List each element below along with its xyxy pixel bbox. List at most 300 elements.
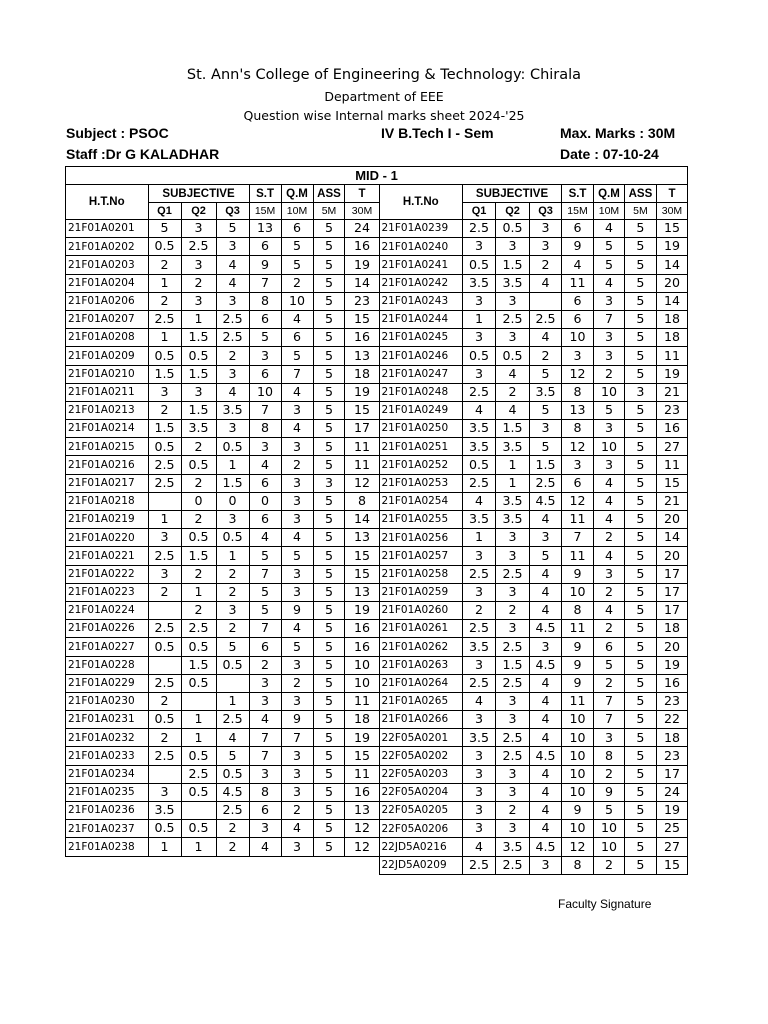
right-htno-cell: 21F01A0245 — [379, 329, 463, 347]
col-ass-max-right: 5M — [624, 203, 656, 220]
right-ass-cell: 5 — [624, 529, 656, 547]
left-q2-cell: 1 — [181, 310, 216, 328]
left-qm-cell: 4 — [281, 620, 313, 638]
right-htno-cell: 21F01A0244 — [379, 310, 463, 328]
left-q2-cell: 2 — [181, 511, 216, 529]
table-row — [66, 765, 688, 783]
left-st-cell: 0 — [249, 492, 281, 510]
right-q2-cell: 1.5 — [496, 420, 530, 438]
left-q2-cell: 3 — [181, 220, 216, 238]
left-st-cell: 3 — [249, 765, 281, 783]
right-total-cell: 15 — [656, 220, 687, 238]
right-total-cell: 17 — [656, 583, 687, 601]
right-ass-cell: 5 — [624, 765, 656, 783]
left-q3-cell: 0.5 — [216, 656, 249, 674]
left-htno-cell: 21F01A0210 — [66, 365, 149, 383]
left-total-cell: 11 — [345, 765, 379, 783]
right-q3-cell: 2 — [530, 256, 562, 274]
right-q2-cell: 1.5 — [496, 656, 530, 674]
right-qm-cell: 2 — [594, 856, 625, 874]
right-q3-cell: 4 — [530, 674, 562, 692]
table-row — [66, 474, 688, 492]
col-q2-left: Q2 — [181, 203, 216, 220]
right-q2-cell: 0.5 — [496, 347, 530, 365]
col-subjective-left: SUBJECTIVE — [148, 185, 249, 203]
left-total-cell: 11 — [345, 438, 379, 456]
right-htno-cell: 21F01A0265 — [379, 692, 463, 710]
right-qm-cell: 5 — [594, 256, 625, 274]
left-q3-cell: 2 — [216, 620, 249, 638]
college-name: St. Ann's College of Engineering & Technology: Chirala — [186, 67, 582, 83]
right-ass-cell: 5 — [624, 711, 656, 729]
left-q1-cell: 2.5 — [148, 456, 181, 474]
right-htno-cell: 21F01A0242 — [379, 274, 463, 292]
right-total-cell: 23 — [656, 401, 687, 419]
right-qm-cell: 8 — [594, 747, 625, 765]
table-row — [66, 438, 688, 456]
right-q1-cell: 0.5 — [463, 456, 496, 474]
right-ass-cell: 5 — [624, 856, 656, 874]
left-ass-cell: 5 — [313, 692, 345, 710]
right-total-cell: 19 — [656, 802, 687, 820]
left-st-cell: 3 — [249, 347, 281, 365]
right-st-cell: 11 — [562, 274, 594, 292]
right-q1-cell: 4 — [463, 692, 496, 710]
right-q3-cell: 4 — [530, 820, 562, 838]
left-htno-cell: 21F01A0232 — [66, 729, 149, 747]
left-qm-cell: 5 — [281, 347, 313, 365]
right-total-cell: 17 — [656, 565, 687, 583]
left-st-cell: 2 — [249, 656, 281, 674]
left-q2-cell: 1.5 — [181, 401, 216, 419]
table-row — [66, 802, 688, 820]
right-ass-cell: 5 — [624, 583, 656, 601]
left-ass-cell: 5 — [313, 601, 345, 619]
left-htno-cell: 21F01A0221 — [66, 547, 149, 565]
right-q1-cell: 2.5 — [463, 565, 496, 583]
right-q2-cell: 3 — [496, 529, 530, 547]
left-ass-cell: 3 — [313, 474, 345, 492]
left-ass-cell: 5 — [313, 456, 345, 474]
right-q1-cell: 3.5 — [463, 274, 496, 292]
right-total-cell: 23 — [656, 747, 687, 765]
left-q1-cell: 2.5 — [148, 747, 181, 765]
left-qm-cell: 4 — [281, 383, 313, 401]
left-q1-cell: 1 — [148, 274, 181, 292]
right-q2-cell: 2.5 — [496, 729, 530, 747]
right-qm-cell: 2 — [594, 583, 625, 601]
right-total-cell: 11 — [656, 456, 687, 474]
right-q3-cell: 2.5 — [530, 474, 562, 492]
left-q1-cell — [148, 765, 181, 783]
right-qm-cell: 4 — [594, 474, 625, 492]
right-htno-cell: 21F01A0249 — [379, 401, 463, 419]
left-q2-cell: 1.5 — [181, 365, 216, 383]
left-q2-cell: 2.5 — [181, 765, 216, 783]
table-row — [66, 711, 688, 729]
right-ass-cell: 5 — [624, 511, 656, 529]
left-ass-cell: 5 — [313, 529, 345, 547]
left-total-cell: 18 — [345, 711, 379, 729]
left-q1-cell: 3 — [148, 565, 181, 583]
left-st-cell: 3 — [249, 820, 281, 838]
right-q2-cell: 0.5 — [496, 220, 530, 238]
left-q1-cell: 2 — [148, 292, 181, 310]
left-htno-cell: 21F01A0213 — [66, 401, 149, 419]
right-total-cell: 25 — [656, 820, 687, 838]
right-qm-cell: 7 — [594, 310, 625, 328]
left-st-cell: 4 — [249, 456, 281, 474]
left-qm-cell: 2 — [281, 802, 313, 820]
right-qm-cell: 5 — [594, 401, 625, 419]
left-st-cell: 7 — [249, 729, 281, 747]
left-qm-cell: 3 — [281, 583, 313, 601]
right-q1-cell: 3 — [463, 747, 496, 765]
right-qm-cell: 3 — [594, 729, 625, 747]
right-q3-cell: 5 — [530, 547, 562, 565]
table-row — [66, 674, 688, 692]
left-total-cell: 15 — [345, 565, 379, 583]
right-q1-cell: 2.5 — [463, 856, 496, 874]
right-q2-cell: 4 — [496, 365, 530, 383]
left-qm-cell: 5 — [281, 547, 313, 565]
left-q3-cell: 3 — [216, 601, 249, 619]
left-ass-cell: 5 — [313, 565, 345, 583]
col-htno-right: H.T.No — [379, 185, 463, 220]
right-q3-cell: 3 — [530, 420, 562, 438]
right-q2-cell: 1 — [496, 474, 530, 492]
left-st-cell: 10 — [249, 383, 281, 401]
left-htno-cell: 21F01A0228 — [66, 656, 149, 674]
col-q3-left: Q3 — [216, 203, 249, 220]
left-st-cell: 6 — [249, 802, 281, 820]
table-row — [66, 492, 688, 510]
left-total-cell: 16 — [345, 238, 379, 256]
left-qm-cell: 7 — [281, 729, 313, 747]
right-q1-cell: 3.5 — [463, 420, 496, 438]
left-q2-cell: 2 — [181, 274, 216, 292]
right-st-cell: 12 — [562, 365, 594, 383]
col-total-max-left: 30M — [345, 203, 379, 220]
right-htno-cell: 21F01A0257 — [379, 547, 463, 565]
left-qm-cell: 4 — [281, 420, 313, 438]
left-q1-cell: 3 — [148, 529, 181, 547]
col-qm-max-left: 10M — [281, 203, 313, 220]
right-q1-cell: 3 — [463, 656, 496, 674]
right-qm-cell: 5 — [594, 656, 625, 674]
left-total-cell: 23 — [345, 292, 379, 310]
right-q3-cell: 4 — [530, 583, 562, 601]
left-st-cell: 4 — [249, 838, 281, 856]
left-q2-cell — [181, 802, 216, 820]
right-q2-cell: 4 — [496, 401, 530, 419]
right-qm-cell: 6 — [594, 638, 625, 656]
right-total-cell: 27 — [656, 838, 687, 856]
left-total-cell: 10 — [345, 656, 379, 674]
left-q3-cell: 2.5 — [216, 310, 249, 328]
left-q1-cell: 2 — [148, 729, 181, 747]
col-qm-left: Q.M — [281, 185, 313, 203]
right-st-cell: 9 — [562, 802, 594, 820]
right-q1-cell: 2 — [463, 601, 496, 619]
left-htno-cell: 21F01A0235 — [66, 783, 149, 801]
left-q2-cell: 2 — [181, 474, 216, 492]
left-total-cell: 24 — [345, 220, 379, 238]
right-q2-cell: 3.5 — [496, 511, 530, 529]
right-st-cell: 6 — [562, 310, 594, 328]
left-total-cell: 12 — [345, 474, 379, 492]
right-st-cell: 9 — [562, 656, 594, 674]
left-q1-cell: 2.5 — [148, 310, 181, 328]
right-htno-cell: 21F01A0260 — [379, 601, 463, 619]
right-q2-cell: 3 — [496, 783, 530, 801]
left-st-cell: 7 — [249, 747, 281, 765]
right-st-cell: 12 — [562, 838, 594, 856]
right-qm-cell: 3 — [594, 292, 625, 310]
left-ass-cell: 5 — [313, 438, 345, 456]
col-total-max-right: 30M — [656, 203, 687, 220]
right-st-cell: 11 — [562, 620, 594, 638]
left-htno-cell: 21F01A0238 — [66, 838, 149, 856]
right-qm-cell: 2 — [594, 365, 625, 383]
left-q2-cell: 2 — [181, 438, 216, 456]
right-st-cell: 7 — [562, 529, 594, 547]
left-total-cell: 16 — [345, 783, 379, 801]
left-st-cell: 9 — [249, 256, 281, 274]
right-q1-cell: 3 — [463, 802, 496, 820]
left-q3-cell: 5 — [216, 747, 249, 765]
right-htno-cell: 21F01A0254 — [379, 492, 463, 510]
right-qm-cell: 9 — [594, 783, 625, 801]
right-qm-cell: 3 — [594, 420, 625, 438]
left-qm-cell: 3 — [281, 492, 313, 510]
right-st-cell: 10 — [562, 329, 594, 347]
right-st-cell: 10 — [562, 765, 594, 783]
left-q3-cell: 4 — [216, 256, 249, 274]
right-total-cell: 16 — [656, 420, 687, 438]
left-q3-cell: 1.5 — [216, 474, 249, 492]
left-total-cell: 11 — [345, 456, 379, 474]
right-q1-cell: 3 — [463, 711, 496, 729]
right-q1-cell: 3 — [463, 547, 496, 565]
left-st-cell: 5 — [249, 329, 281, 347]
left-htno-cell: 21F01A0201 — [66, 220, 149, 238]
right-st-cell: 9 — [562, 638, 594, 656]
right-total-cell: 14 — [656, 256, 687, 274]
right-ass-cell: 5 — [624, 238, 656, 256]
semester-label: IV B.Tech I - Sem — [381, 125, 494, 141]
right-qm-cell: 5 — [594, 802, 625, 820]
left-qm-cell: 4 — [281, 310, 313, 328]
right-q3-cell: 4 — [530, 783, 562, 801]
right-q3-cell: 4.5 — [530, 747, 562, 765]
left-ass-cell: 5 — [313, 492, 345, 510]
right-total-cell: 17 — [656, 765, 687, 783]
right-ass-cell: 5 — [624, 365, 656, 383]
left-q3-cell: 3 — [216, 238, 249, 256]
right-total-cell: 20 — [656, 511, 687, 529]
right-qm-cell: 4 — [594, 274, 625, 292]
right-q2-cell: 3 — [496, 238, 530, 256]
right-q2-cell: 3.5 — [496, 274, 530, 292]
table-row — [66, 601, 688, 619]
right-htno-cell: 22F05A0203 — [379, 765, 463, 783]
right-ass-cell: 5 — [624, 820, 656, 838]
left-htno-cell: 21F01A0223 — [66, 583, 149, 601]
right-q2-cell: 3 — [496, 583, 530, 601]
table-row — [66, 783, 688, 801]
right-htno-cell: 21F01A0240 — [379, 238, 463, 256]
left-total-cell: 18 — [345, 365, 379, 383]
right-q2-cell: 3 — [496, 711, 530, 729]
right-q3-cell: 3 — [530, 529, 562, 547]
left-q3-cell: 2 — [216, 838, 249, 856]
left-qm-cell: 10 — [281, 292, 313, 310]
left-ass-cell: 5 — [313, 711, 345, 729]
col-ass-left: ASS — [313, 185, 345, 203]
department-name: Department of EEE — [324, 89, 444, 104]
right-q3-cell: 4 — [530, 565, 562, 583]
left-q2-cell: 1 — [181, 711, 216, 729]
right-q1-cell: 3.5 — [463, 438, 496, 456]
right-htno-cell: 21F01A0248 — [379, 383, 463, 401]
right-total-cell: 17 — [656, 601, 687, 619]
left-q1-cell: 0.5 — [148, 238, 181, 256]
right-total-cell: 11 — [656, 347, 687, 365]
right-htno-cell: 21F01A0250 — [379, 420, 463, 438]
left-qm-cell: 9 — [281, 711, 313, 729]
right-st-cell: 10 — [562, 729, 594, 747]
date-label: Date : 07-10-24 — [560, 146, 659, 162]
left-q3-cell: 1 — [216, 547, 249, 565]
right-q2-cell: 1.5 — [496, 256, 530, 274]
right-total-cell: 20 — [656, 274, 687, 292]
left-q3-cell: 0 — [216, 492, 249, 510]
right-q1-cell: 3 — [463, 365, 496, 383]
right-qm-cell: 10 — [594, 820, 625, 838]
left-htno-cell: 21F01A0207 — [66, 310, 149, 328]
right-st-cell: 6 — [562, 292, 594, 310]
right-st-cell: 3 — [562, 456, 594, 474]
right-qm-cell: 3 — [594, 456, 625, 474]
left-st-cell: 5 — [249, 547, 281, 565]
left-htno-cell: 21F01A0234 — [66, 765, 149, 783]
right-htno-cell: 21F01A0246 — [379, 347, 463, 365]
right-ass-cell: 5 — [624, 329, 656, 347]
right-total-cell: 24 — [656, 783, 687, 801]
right-q3-cell: 2.5 — [530, 310, 562, 328]
left-ass-cell: 5 — [313, 620, 345, 638]
left-q3-cell: 2 — [216, 565, 249, 583]
left-total-cell: 16 — [345, 329, 379, 347]
right-htno-cell: 22F05A0204 — [379, 783, 463, 801]
left-qm-cell: 3 — [281, 565, 313, 583]
left-ass-cell: 5 — [313, 674, 345, 692]
left-st-cell: 4 — [249, 529, 281, 547]
right-qm-cell: 2 — [594, 674, 625, 692]
left-htno-cell: 21F01A0209 — [66, 347, 149, 365]
right-st-cell: 10 — [562, 747, 594, 765]
left-st-cell: 3 — [249, 674, 281, 692]
right-q1-cell: 2.5 — [463, 220, 496, 238]
right-ass-cell: 5 — [624, 456, 656, 474]
table-row — [66, 220, 688, 238]
max-marks-label: Max. Marks : 30M — [560, 125, 676, 141]
left-qm-cell: 3 — [281, 401, 313, 419]
right-htno-cell: 22F05A0202 — [379, 747, 463, 765]
left-qm-cell: 9 — [281, 601, 313, 619]
left-q3-cell: 4 — [216, 729, 249, 747]
col-total-left: T — [345, 185, 379, 203]
left-total-cell: 13 — [345, 583, 379, 601]
left-total-cell: 11 — [345, 692, 379, 710]
right-q2-cell: 2.5 — [496, 565, 530, 583]
left-total-cell: 13 — [345, 529, 379, 547]
table-row — [66, 238, 688, 256]
right-q3-cell: 4 — [530, 329, 562, 347]
left-qm-cell: 5 — [281, 238, 313, 256]
right-qm-cell: 4 — [594, 601, 625, 619]
left-ass-cell: 5 — [313, 838, 345, 856]
left-qm-cell: 4 — [281, 820, 313, 838]
right-ass-cell: 5 — [624, 438, 656, 456]
left-q3-cell: 4 — [216, 274, 249, 292]
table-row — [66, 292, 688, 310]
right-q1-cell: 3.5 — [463, 729, 496, 747]
right-q1-cell: 3 — [463, 583, 496, 601]
right-ass-cell: 5 — [624, 638, 656, 656]
left-total-cell: 15 — [345, 401, 379, 419]
right-htno-cell: 21F01A0243 — [379, 292, 463, 310]
left-st-cell: 8 — [249, 420, 281, 438]
left-st-cell: 6 — [249, 638, 281, 656]
right-qm-cell: 4 — [594, 547, 625, 565]
right-ass-cell: 5 — [624, 656, 656, 674]
right-htno-cell: 21F01A0255 — [379, 511, 463, 529]
table-row — [66, 856, 688, 874]
right-q2-cell: 3 — [496, 329, 530, 347]
right-q1-cell: 3.5 — [463, 511, 496, 529]
left-q1-cell: 1 — [148, 329, 181, 347]
left-st-cell: 6 — [249, 238, 281, 256]
left-total-cell: 16 — [345, 620, 379, 638]
left-q1-cell: 0.5 — [148, 820, 181, 838]
right-q1-cell: 4 — [463, 401, 496, 419]
right-qm-cell: 10 — [594, 383, 625, 401]
left-htno-cell: 21F01A0233 — [66, 747, 149, 765]
col-ass-max-left: 5M — [313, 203, 345, 220]
table-row — [66, 838, 688, 856]
left-qm-cell: 3 — [281, 838, 313, 856]
right-htno-cell: 22F05A0201 — [379, 729, 463, 747]
left-q1-cell — [148, 656, 181, 674]
right-htno-cell: 21F01A0239 — [379, 220, 463, 238]
left-q3-cell: 1 — [216, 692, 249, 710]
left-st-cell: 6 — [249, 474, 281, 492]
right-q3-cell: 4 — [530, 274, 562, 292]
right-qm-cell: 4 — [594, 492, 625, 510]
left-q3-cell: 2.5 — [216, 329, 249, 347]
left-ass-cell: 5 — [313, 256, 345, 274]
right-qm-cell: 3 — [594, 565, 625, 583]
right-ass-cell: 5 — [624, 256, 656, 274]
right-q1-cell: 2.5 — [463, 383, 496, 401]
left-q1-cell: 3.5 — [148, 802, 181, 820]
left-q2-cell: 0.5 — [181, 456, 216, 474]
right-total-cell: 15 — [656, 856, 687, 874]
right-ass-cell: 5 — [624, 292, 656, 310]
left-ass-cell: 5 — [313, 656, 345, 674]
